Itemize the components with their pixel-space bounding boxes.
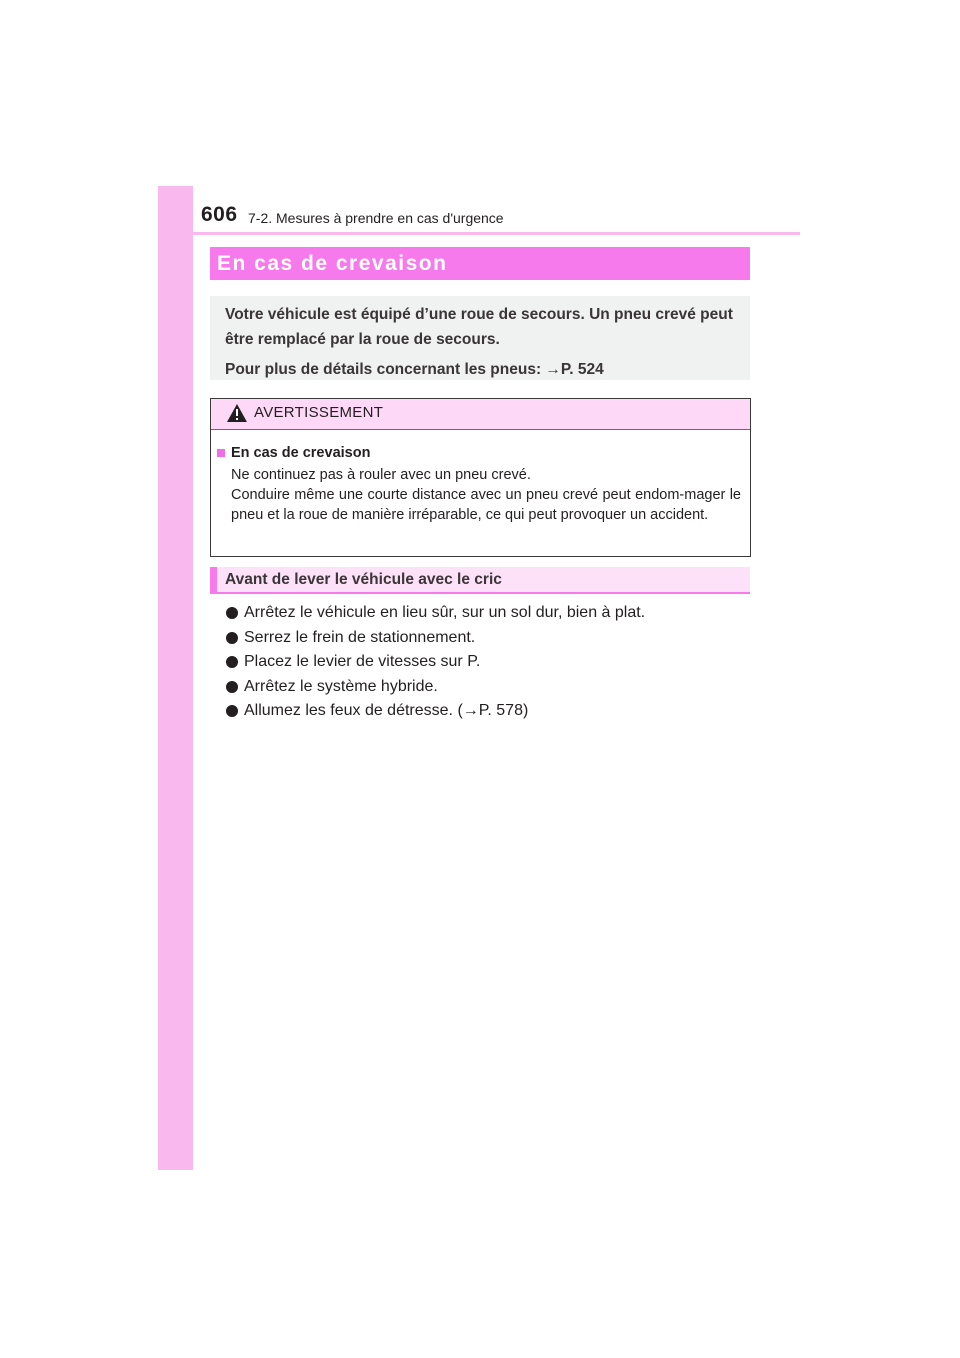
list-item-text: Placez le levier de vitesses sur P.	[244, 653, 481, 671]
list-item	[226, 699, 746, 724]
warning-triangle-icon	[226, 403, 248, 423]
intro-box	[210, 296, 750, 380]
list-item	[226, 650, 746, 675]
list-item-text: Arrêtez le système hybride.	[244, 677, 438, 695]
warning-subheading	[217, 443, 741, 463]
warning-text	[231, 465, 741, 525]
header-rule	[158, 232, 800, 235]
warning-label: AVERTISSEMENT	[254, 404, 384, 421]
intro-text: Votre véhicule est équipé d’une roue de secours. Un pneu crevé peut être remplacé par la roue de secours.	[225, 306, 733, 348]
bullet-dot-icon	[226, 632, 238, 644]
bullet-dot-icon	[226, 656, 238, 668]
warning-header	[211, 399, 750, 430]
list-item-text: Arrêtez le véhicule en lieu sûr, sur un sol dur, bien à plat.	[244, 604, 646, 622]
bullet-dot-icon	[226, 681, 238, 693]
list-item-text: Serrez le frein de stationnement.	[244, 628, 476, 646]
side-band	[158, 186, 193, 1170]
warning-subheading-text: En cas de crevaison	[231, 445, 371, 461]
title-bar	[210, 247, 750, 280]
section-title: 7-2. Mesures à prendre en cas d'urgence	[248, 210, 504, 226]
warning-text-2: Conduire même une courte distance avec un pneu crevé peut endom-mager le pneu et la roue de manière irréparable, ce qui peut provoquer un accident.	[231, 487, 741, 523]
list-item	[226, 601, 746, 626]
list-item	[226, 626, 746, 651]
bullet-dot-icon	[226, 607, 238, 619]
list-item	[226, 675, 746, 700]
warning-text-1: Ne continuez pas à rouler avec un pneu crevé.	[231, 467, 531, 483]
jack-section-heading: Avant de lever le véhicule avec le cric	[225, 571, 502, 588]
list-item-text: Allumez les feux de détresse. (→P. 578)	[244, 702, 529, 720]
warning-box	[210, 398, 751, 557]
bullet-list	[226, 601, 746, 724]
warning-body	[211, 430, 750, 525]
jack-section-bar	[210, 567, 750, 594]
bullet-dot-icon	[226, 705, 238, 717]
page-title: En cas de crevaison	[217, 252, 448, 275]
intro-reference: Pour plus de détails concernant les pneus: →P. 524	[225, 361, 604, 378]
square-bullet-icon	[217, 449, 225, 457]
page-number: 606	[201, 203, 238, 226]
